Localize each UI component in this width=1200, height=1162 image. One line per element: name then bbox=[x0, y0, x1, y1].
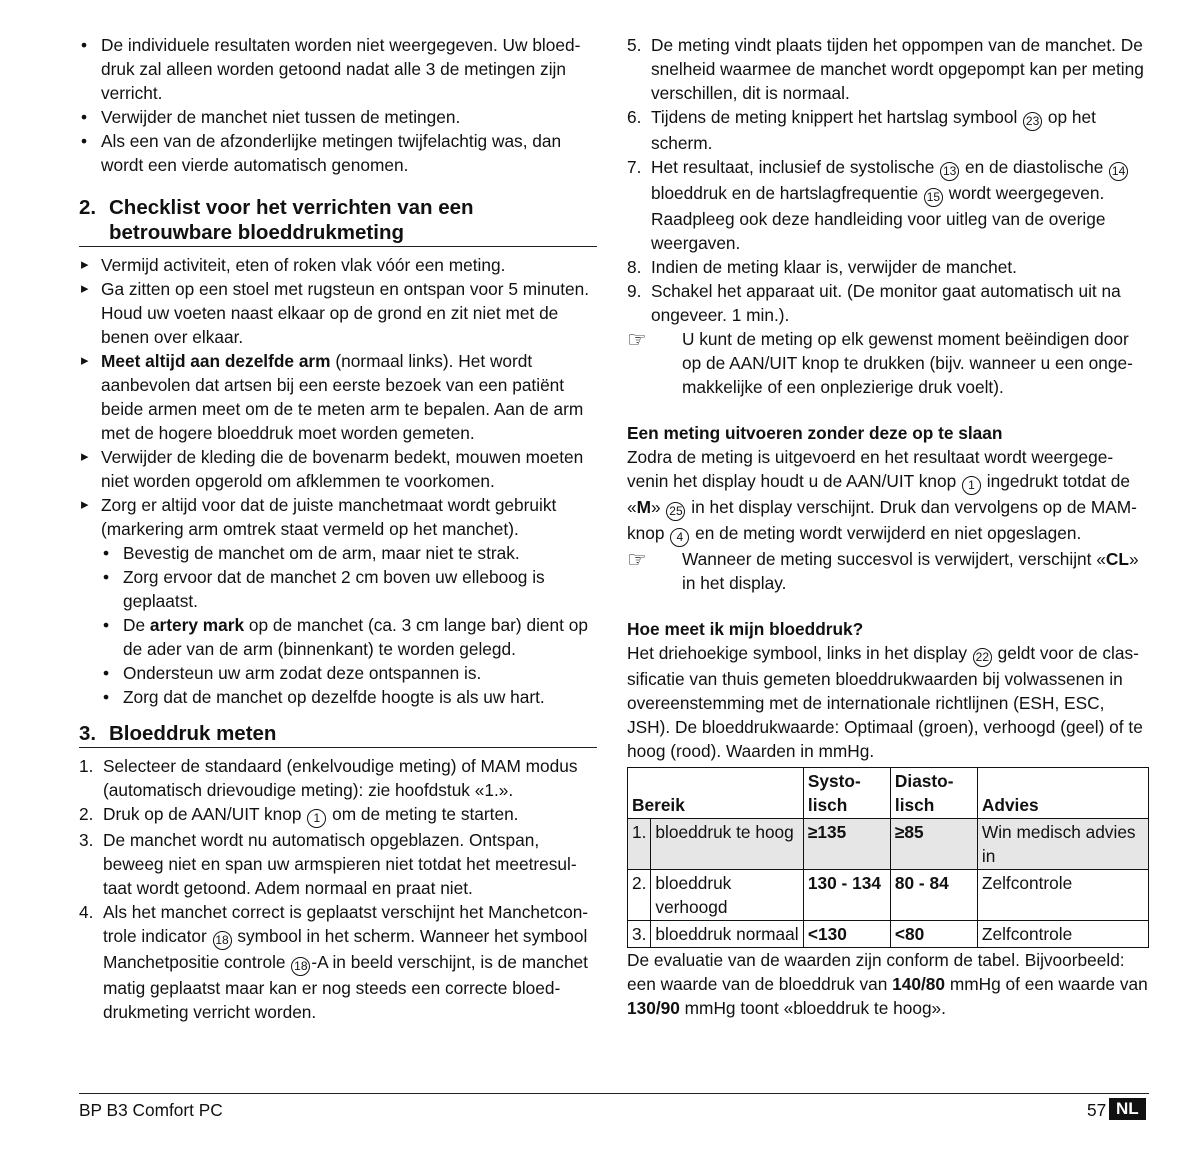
subheading-no-save: Een meting uitvoeren zonder deze op te slaan bbox=[627, 423, 1003, 443]
evaluation-paragraph bbox=[627, 948, 1149, 1020]
list-item bbox=[627, 279, 1149, 327]
text: (normaal links). Het wordt aanbevolen dat artsen bij een eerste bezoek van een patiënt beide armen meet om de te meten arm te bepalen. Aan de arm met de hogere bloeddruk moet worden gemeten. bbox=[101, 351, 584, 443]
circled-number: 25 bbox=[666, 502, 685, 521]
footer-divider bbox=[79, 1093, 1149, 1094]
section-3-heading bbox=[79, 721, 597, 748]
step-number: 1. bbox=[79, 756, 94, 776]
cell-diastolic: <80 bbox=[890, 921, 977, 948]
left-column bbox=[79, 33, 597, 1024]
text: » in het display. bbox=[682, 549, 1139, 593]
circled-number: 23 bbox=[1023, 112, 1042, 131]
list-item: • De individuele resultaten worden niet weergegeven. Uw bloed-druk zal alleen worden getoond nadat alle 3 de metingen zijn verricht. bbox=[79, 33, 597, 105]
table-row bbox=[628, 870, 1149, 921]
list-item: • Bevestig de manchet om de arm, maar niet te strak. bbox=[79, 541, 597, 565]
text: -A in beeld verschijnt, is de manchet matig geplaatst maar kan er nog steeds een correcte bloed-drukmeting verricht worden. bbox=[103, 952, 588, 1022]
text: Druk op de AAN/UIT knop bbox=[103, 804, 307, 824]
row-number: 3. bbox=[628, 921, 651, 948]
text: en de meting wordt verwijderd en niet opgeslagen. bbox=[690, 523, 1082, 543]
list-item bbox=[79, 802, 597, 828]
cell-range: bloeddruk normaal bbox=[651, 921, 803, 948]
list-item: ▸ Vermijd activiteit, eten of roken vlak vóór een meting. bbox=[79, 253, 597, 277]
cell-systolic: <130 bbox=[803, 921, 890, 948]
list-item bbox=[627, 255, 1149, 279]
list-item bbox=[627, 105, 1149, 155]
section-number: 2. bbox=[79, 196, 97, 219]
list-item: • Zorg dat de manchet op dezelfde hoogte is als uw hart. bbox=[79, 685, 597, 709]
cell-systolic: 130 - 134 bbox=[803, 870, 890, 921]
cell-diastolic: ≥85 bbox=[890, 819, 977, 870]
pointing-hand-icon: ☞ bbox=[627, 327, 647, 352]
note-text: U kunt de meting op elk gewenst moment beëindigen door op de AAN/UIT knop te drukken (bijv. wanneer u een onge-makkelijke of een onplezierige druk voelt). bbox=[682, 329, 1133, 397]
table-header-row bbox=[628, 768, 1149, 819]
text: Indien de meting klaar is, verwijder de manchet. bbox=[651, 257, 1017, 277]
emphasis: artery mark bbox=[149, 615, 245, 635]
section-title: Checklist voor het verrichten van een betrouwbare bloeddrukmeting bbox=[109, 196, 474, 244]
intro-bullet-list bbox=[79, 33, 597, 177]
list-item bbox=[627, 33, 1149, 105]
circled-number: 4 bbox=[670, 528, 689, 547]
language-badge: NL bbox=[1109, 1098, 1146, 1120]
list-item: ▸ Verwijder de kleding die de bovenarm bedekt, mouwen moeten niet worden opgerold om afklemmen te voorkomen. bbox=[79, 445, 597, 493]
list-item: • Als een van de afzonderlijke metingen twijfelachtig was, dan wordt een vierde automatisch genomen. bbox=[79, 129, 597, 177]
measurement-steps-continued bbox=[627, 33, 1149, 327]
text: Schakel het apparaat uit. (De monitor gaat automatisch uit na ongeveer. 1 min.). bbox=[651, 281, 1121, 325]
right-column bbox=[627, 33, 1149, 1020]
text: De bbox=[123, 615, 150, 635]
step-number: 5. bbox=[627, 35, 642, 55]
cell-advice: Zelfcontrole bbox=[977, 870, 1148, 921]
circled-number: 15 bbox=[924, 188, 943, 207]
text: Wanneer de meting succesvol is verwijdert, verschijnt « bbox=[682, 549, 1106, 569]
list-item bbox=[79, 754, 597, 802]
text: in het display verschijnt. Druk dan vervolgens op de MAM-knop bbox=[627, 497, 1137, 543]
circled-number: 13 bbox=[940, 162, 959, 181]
text: Het resultaat, inclusief de systolische bbox=[651, 157, 940, 177]
step-number: 6. bbox=[627, 107, 642, 127]
text: Zodra de meting is uitgevoerd en het resultaat wordt weergege-venin het display houdt u de AAN/UIT knop bbox=[627, 447, 1114, 491]
list-item: ▸ Zorg er altijd voor dat de juiste manchetmaat wordt gebruikt (markering arm omtrek staat vermeld op het manchet). bbox=[79, 493, 597, 541]
list-item bbox=[79, 828, 597, 900]
emphasis: Meet altijd aan dezelfde arm bbox=[101, 351, 331, 371]
paragraph bbox=[627, 641, 1149, 763]
text: » bbox=[651, 497, 666, 517]
list-item bbox=[79, 900, 597, 1024]
cell-advice: Zelfcontrole bbox=[977, 921, 1148, 948]
step-number: 8. bbox=[627, 257, 642, 277]
text: Als het manchet correct is geplaatst verschijnt het Manchetcon-trole indicator bbox=[103, 902, 589, 946]
section-title: Bloeddruk meten bbox=[109, 722, 277, 745]
circled-number: 1 bbox=[962, 476, 981, 495]
text: bloeddruk en de hartslagfrequentie bbox=[651, 183, 923, 203]
step-number: 3. bbox=[79, 830, 94, 850]
text: geldt voor de clas-sificatie van thuis gemeten bloeddrukwaarden bij volwassenen in overeenstemming met de internationale richtlijnen (ESH, ESC, JSH). De bloeddrukwaarde: Optimaal (groen), verhoogd (geel) of te hoog (rood). Waarden in mmHg. bbox=[627, 643, 1143, 761]
cell-advice: Win medisch advies in bbox=[977, 819, 1148, 870]
list-item bbox=[79, 613, 597, 661]
table-row bbox=[628, 819, 1149, 870]
cell-systolic: ≥135 bbox=[803, 819, 890, 870]
header-advice: Advies bbox=[977, 768, 1148, 819]
text: wordt weergegeven. Raadpleeg ook deze handleiding voor uitleg van de overige weergaven. bbox=[651, 183, 1106, 253]
circled-number: 14 bbox=[1109, 162, 1128, 181]
note bbox=[627, 327, 1149, 399]
footer-model: BP B3 Comfort PC bbox=[79, 1100, 223, 1120]
circled-number: 18 bbox=[213, 931, 232, 950]
cell-range: bloeddruk verhoogd bbox=[651, 870, 803, 921]
step-number: 2. bbox=[79, 804, 94, 824]
text: op de manchet (ca. 3 cm lange bar) dient op de ader van de arm (binnenkant) te worden gelegd. bbox=[123, 615, 588, 659]
page-number: 57 bbox=[1087, 1100, 1107, 1120]
text: Het driehoekige symbool, links in het display bbox=[627, 643, 972, 663]
step-number: 7. bbox=[627, 157, 642, 177]
circled-number: 18 bbox=[291, 957, 310, 976]
measurement-steps bbox=[79, 754, 597, 1024]
pointing-hand-icon: ☞ bbox=[627, 547, 647, 572]
text: Tijdens de meting knippert het hartslag symbool bbox=[651, 107, 1023, 127]
text: en de diastolische bbox=[960, 157, 1109, 177]
text: Selecteer de standaard (enkelvoudige meting) of MAM modus (automatisch drievoudige meting): zie hoofdstuk «1.». bbox=[103, 756, 578, 800]
classification-table bbox=[627, 767, 1149, 948]
list-item bbox=[79, 349, 597, 445]
section-2-heading bbox=[79, 195, 597, 247]
circled-number: 22 bbox=[973, 648, 992, 667]
text: mmHg toont «bloeddruk te hoog». bbox=[679, 998, 946, 1018]
table-row bbox=[628, 921, 1149, 948]
section-number: 3. bbox=[79, 722, 97, 745]
subheading-how-measure: Hoe meet ik mijn bloeddruk? bbox=[627, 619, 864, 639]
circled-number: 1 bbox=[307, 809, 326, 828]
text: om de meting te starten. bbox=[327, 804, 519, 824]
text: mmHg of een waarde van bbox=[945, 974, 1148, 994]
list-item bbox=[627, 155, 1149, 255]
example-value: 130/90 bbox=[627, 998, 680, 1018]
text: symbool in het scherm. Wanneer het symbool Manchetpositie controle bbox=[103, 926, 588, 972]
cell-range: bloeddruk te hoog bbox=[651, 819, 803, 870]
display-symbol: CL bbox=[1105, 549, 1129, 569]
list-item: • Verwijder de manchet niet tussen de metingen. bbox=[79, 105, 597, 129]
step-number: 4. bbox=[79, 902, 94, 922]
row-number: 1. bbox=[628, 819, 651, 870]
row-number: 2. bbox=[628, 870, 651, 921]
list-item: ▸ Ga zitten op een stoel met rugsteun en ontspan voor 5 minuten. Houd uw voeten naast elkaar op de grond en zit niet met de benen over elkaar. bbox=[79, 277, 597, 349]
text: De manchet wordt nu automatisch opgeblazen. Ontspan, beweeg niet en span uw armspieren niet totdat het meetresul-taat wordt getoond. Adem normaal en praat niet. bbox=[103, 830, 577, 898]
note bbox=[627, 547, 1149, 595]
header-diastolic: Diasto-lisch bbox=[890, 768, 977, 819]
cell-diastolic: 80 - 84 bbox=[890, 870, 977, 921]
example-value: 140/80 bbox=[892, 974, 946, 994]
text: ingedrukt totdat de « bbox=[627, 471, 1130, 517]
text: De meting vindt plaats tijden het oppompen van de manchet. De snelheid waarmee de manchet wordt opgepompt kan per meting verschillen, dit is normaal. bbox=[651, 35, 1144, 103]
header-systolic: Systo-lisch bbox=[803, 768, 890, 819]
display-symbol: M bbox=[636, 497, 652, 517]
step-number: 9. bbox=[627, 281, 642, 301]
checklist bbox=[79, 253, 597, 709]
text: De evaluatie van de waarden zijn conform de tabel. Bijvoorbeeld: een waarde van de bloeddruk van bbox=[627, 950, 1125, 994]
list-item: • Zorg ervoor dat de manchet 2 cm boven uw elleboog is geplaatst. bbox=[79, 565, 597, 613]
list-item: • Ondersteun uw arm zodat deze ontspannen is. bbox=[79, 661, 597, 685]
header-range: Bereik bbox=[628, 768, 804, 819]
text: op het scherm. bbox=[651, 107, 1096, 153]
paragraph bbox=[627, 445, 1149, 547]
